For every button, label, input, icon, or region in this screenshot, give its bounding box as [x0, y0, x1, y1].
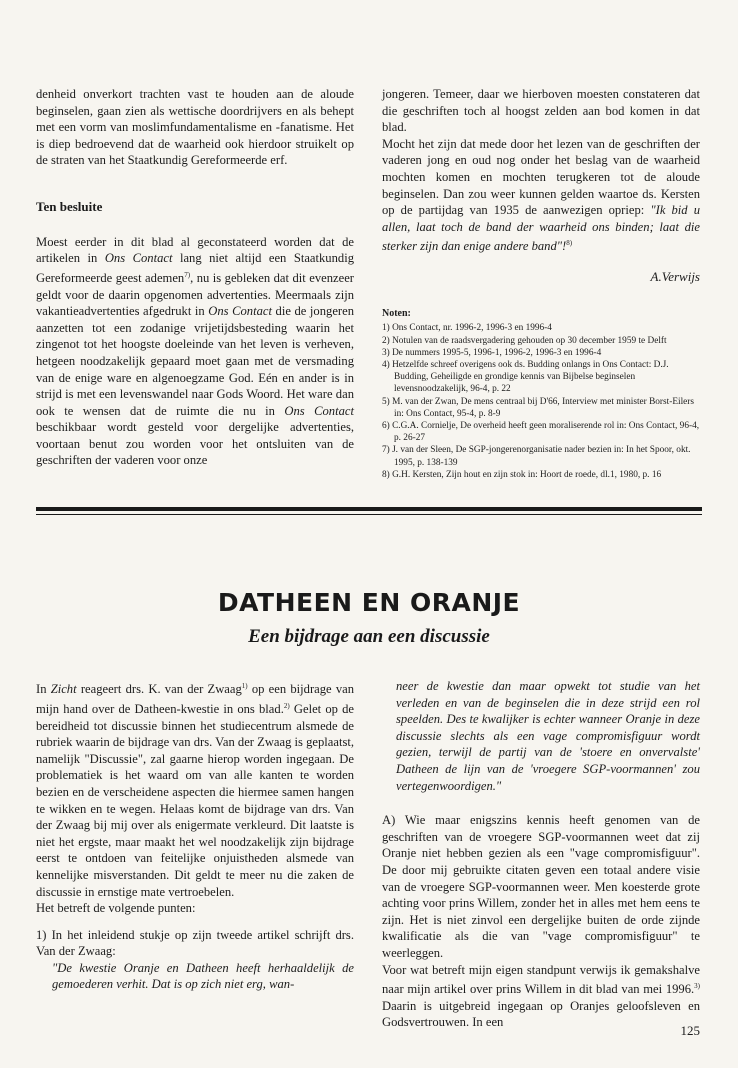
top-right-column: [382, 86, 700, 481]
quote-continuation: neer de kwestie dan maar opwekt tot studie van het verleden en van de beginselen die in deze strijd een rol speelden. Des te kwalijker is echter wanneer Oranje in deze discussie slechts als een vage compromisfiguur wordt gezien, terwijl de partij van de 'stoere en onvervalste' Datheen de lijn van de 'vroegere SGP-voormannen' zou vertegenwoordigen.": [396, 679, 700, 793]
paragraph-intro: denheid onverkort trachten vast te houden aan de aloude beginselen, gaan zien als wettische doordrijvers en als behept met een vorm van moslimfundamentalisme en -fanatisme. Het is diep bedroevend dat de waarheid ook hierdoor struikelt op de straten van het Staatkundig Gereformeerde erf.: [36, 87, 354, 168]
note-item: 1) Ons Contact, nr. 1996-2, 1996-3 en 1996-4: [382, 323, 552, 334]
author-signature: A.Verwijs: [650, 269, 700, 285]
section-heading: Ten besluite: [36, 198, 103, 214]
paragraph-closing: Mocht het zijn dat mede door het lezen van de geschriften der vaderen jong en oud nog onder het beslag van de waarheid mochten komen en mochten terugkeren tot de aloude beginselen. Dan zou weer kunnen gelden waartoe ds. Kersten op de partijdag van 1935 de aanwezigen opriep: "Ik bid u allen, laat toch de band der waarheid ons binden; laat die sterker zijn dan enige andere band"!$^{8)}$: [382, 136, 700, 254]
top-left-column: [36, 86, 354, 469]
bottom-right-column: [382, 678, 700, 1031]
paragraph-conclusion: Moest eerder in dit blad al geconstateerd worden dat de artikelen in Ons Contact lang niet altijd een Staatkundig Gereformeerde geest ademen$^{7)}$, nu is gebleken dat dit evenzeer geldt voor de daarin opgenomen advertenties. Meermaals zijn vakantieadvertenties afgedrukt in Ons Contact die de jongeren aanzetten tot een zodanige vrijetijdsbesteding waarin het zingenot tot het hoogste doeleinde van het leven is verheven, hetgeen noodzakelijk gepaard moet gaan met de versmading van de enige ware en algenoegzame God. Eén en ander is in strijd is met een levenswandel naar Gods Woord. Het ware dan ook te wensen dat de ruimte die nu in Ons Contact beschikbaar wordt gesteld voor dergelijke advertenties, voortaan benut zou worden voor het ontsluiten van de geschriften der vaderen voor onze: [36, 234, 354, 468]
note-item: 3) De nummers 1995-5, 1996-1, 1996-2, 1996-3 en 1996-4: [382, 347, 602, 358]
paragraph-opening: In Zicht reageert drs. K. van der Zwaag$^{1)}$ op een bijdrage van mijn hand over de Datheen-kwestie in ons blad.$^{2)}$ Gelet op de bereidheid tot discussie binnen het studiecentrum alsmede de rubriek waarin de bijdrage van drs. Van der Zwaag is geplaatst, namelijk "Discussie", zal gaarne hierop worden ingegaan. De problematiek is het waard om van alle kanten te worden bezien en de verscheidene aspecten die hiermee samen hangen te wikken en te wegen. Helaas komt de bijdrage van drs. Van der Zwaag bij mij over als enigermate verkleurd. Dit laatste is niet het ergste, maar maakt het wel noodzakelijk zijn bijdrage eerst te ontdoen van feitelijke onjuistheden alsmede van kennelijke misverstanden. Dit geldt te meer nu die zaken de discussie in ernstige mate vertroebelen.: [36, 682, 355, 899]
paragraph-points-intro: Het betreft de volgende punten:: [36, 901, 196, 916]
divider-thin: [36, 514, 702, 515]
note-item: 7) J. van der Sleen, De SGP-jongerenorganisatie nader bezien in: In het Spoor, okt. 1995, p. 138-139: [382, 445, 691, 468]
quote-start: "De kwestie Oranje en Datheen heeft herhaaldelijk de gemoederen verhit. Dat is op zich niet erg, wan-: [52, 960, 354, 992]
notes-list: [382, 322, 700, 481]
article-title: DATHEEN EN ORANJE: [217, 588, 521, 617]
paragraph-continuation: jongeren. Temeer, daar we hierboven moesten constateren dat die geschriften toch al hoogst zelden aan bod komen in dat blad.: [382, 87, 700, 135]
note-item: 5) M. van der Zwan, De mens centraal bij D'66, Interview met minister Borst-Eilers in: Ons Contact, 95-4, p. 8-9: [382, 396, 694, 419]
divider-thick: [36, 507, 702, 511]
page-number: 125: [680, 1023, 700, 1038]
paragraph-point-a: A) Wie maar enigszins kennis heeft genomen van de geschriften van de vroegere SGP-voormannen weet dat zij Oranje niet hebben gezien als een "vage compromisfiguur". De door mij gebruikte citaten geven een totaal andere visie van de vroegere SGP-voormannen weer. Men koesterde grote achting voor prins Willem, zonder het in alles met hem eens te zijn. Het is niet zinvol een dergelijke buiten de orde zijnde kwalificatie als die van "vage compromisfiguur" te weerleggen.: [382, 813, 700, 960]
article-subtitle: Een bijdrage aan een discussie: [248, 626, 490, 647]
bottom-left-column: [36, 678, 354, 993]
note-item: 4) Hetzelfde schreef overigens ook ds. Budding onlangs in Ons Contact: D.J. Budding, Geheiligde en grondige kennis van Bijbelse beginselen levensnoodzakelijk, 96-4, p. 22: [382, 359, 669, 395]
note-item: 6) C.G.A. Cornielje, De overheid heeft geen moraliserende rol in: Ons Contact, 96-4, p. 26-27: [382, 420, 700, 444]
notes-title: Noten:: [382, 307, 411, 319]
paragraph-point-1: 1) In het inleidend stukje op zijn tweede artikel schrijft drs. Van der Zwaag:: [36, 927, 354, 959]
note-item: 8) G.H. Kersten, Zijn hout en zijn stok in: Hoort de roede, dl.1, 1980, p. 16: [382, 469, 662, 480]
paragraph-own-position: Voor wat betreft mijn eigen standpunt verwijs ik gemakshalve naar mijn artikel over prins Willem in dit blad van mei 1996.$^{3)}$ Daarin is uitgebreid ingegaan op Oranjes geloofsleven en Godsvertrouwen. In een: [382, 962, 700, 1030]
note-item: 2) Notulen van de raadsvergadering gehouden op 30 december 1959 te Delft: [382, 335, 667, 346]
